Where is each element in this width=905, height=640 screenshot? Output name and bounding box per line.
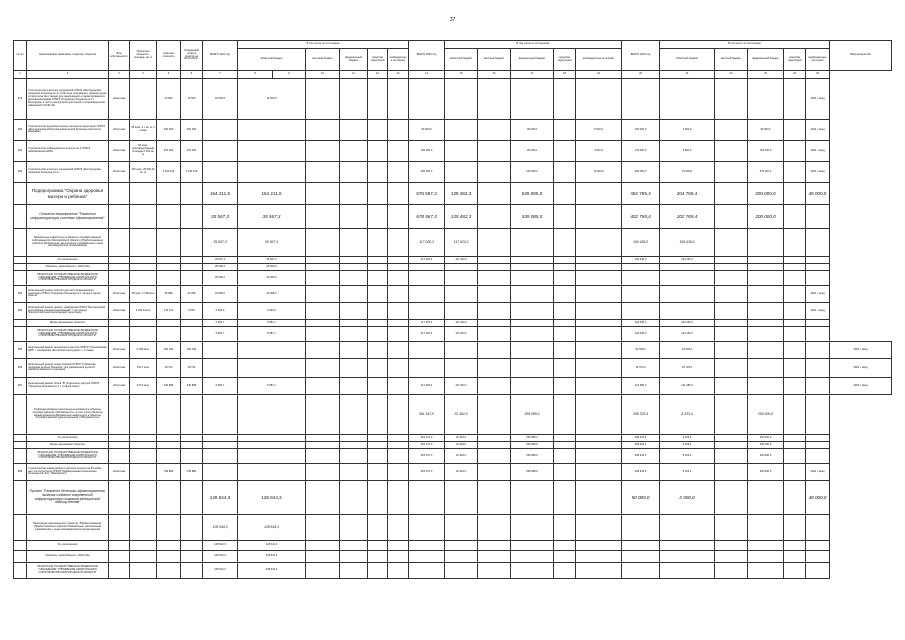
row-federal-2023 <box>748 79 784 120</box>
row-total-2023: 170 000,0 <box>622 141 660 162</box>
customer-row <box>14 563 892 579</box>
row-regional-2021: 15 000,0 <box>238 79 306 120</box>
incl-total-2023: 208 333,4 <box>622 435 660 442</box>
idx-4: 4 <box>130 71 157 79</box>
row-remaining: 300 000 <box>181 120 203 141</box>
row-total-2021: 15 000,0 <box>203 79 238 120</box>
col-name: Наименование заказчиков, отраслей, объектов <box>27 41 109 71</box>
row-ownership: областная <box>109 359 130 378</box>
h21-territory: средства территорий <box>368 49 388 71</box>
new-objects-regional-2022: 117 020,3 <box>445 320 478 327</box>
idx-6: 6 <box>181 71 203 79</box>
col-num: № п/п <box>14 41 27 71</box>
row-remaining: 3 014 449 <box>181 162 203 183</box>
row-num: 488 <box>14 464 27 481</box>
carryover-total-2021: 25 000,0 <box>203 264 238 271</box>
investment-table <box>13 40 892 579</box>
row-input-year: 2024 г. ввод <box>806 162 830 183</box>
row-total-2022: 561 547,0 <box>409 464 445 481</box>
row-estimate: 18 724 <box>157 359 181 378</box>
customer-federal-2023: 200 000,0 <box>748 449 784 464</box>
main-event-federal-2022: 539 085,0 <box>511 205 554 229</box>
row-total-2022 <box>409 79 445 120</box>
row-total-2023 <box>622 79 660 120</box>
row-offbudget-2022: 4 000,0 <box>576 141 622 162</box>
invest-regional-2022: 117 020,3 <box>445 229 478 257</box>
h21-regional: областной бюджет <box>238 49 306 71</box>
idx-7: 7 <box>203 71 238 79</box>
main-event-total-2023: 402 769,4 <box>622 205 660 229</box>
carryover-total-2021: 128 644,3 <box>203 551 238 563</box>
project-regional-2023: 2 000,0 <box>660 481 715 515</box>
row-remaining: 769 880 <box>181 464 203 481</box>
new-objects-total-2023: 208 333,4 <box>622 442 660 449</box>
row-regional-2023: 121 380,0 <box>660 378 715 395</box>
row-capacity: 6 789 кв.м. <box>130 342 157 359</box>
cofin-name: Софинансирование капитальных вложений в объекты государственной собственности, в том числе объекты здравоохранения (Бюджетные инвестиции в объекты государственной (муниципальной) собственности) <box>27 395 109 435</box>
row-federal-2023: 163 200,0 <box>748 141 784 162</box>
customer-row <box>14 271 892 286</box>
table-row <box>14 79 892 120</box>
h22-local: местный бюджет <box>478 49 511 71</box>
table-row <box>14 464 892 481</box>
idx-19: 19 <box>576 71 622 79</box>
cofin-total-2023: 208 333,4 <box>622 395 660 435</box>
incl-regional-2021: 35 567,3 <box>238 257 306 264</box>
h23-federal: федеральный бюджет <box>748 49 784 71</box>
row-federal-2023: 96 000,0 <box>748 120 784 141</box>
row-total-2022: 100 000,0 <box>409 141 445 162</box>
invest-row <box>14 229 892 257</box>
idx-2: 2 <box>27 71 109 79</box>
idx-5: 5 <box>157 71 181 79</box>
customer-total-2023: 194 436,0 <box>622 327 660 342</box>
row-capacity: 60 коек, производственная площадь 6 000 кв. м <box>130 141 157 162</box>
row-capacity: 351,1 кв.м <box>130 359 157 378</box>
cofin-row <box>14 395 892 435</box>
idx-3: 3 <box>109 71 130 79</box>
page-number: 37 <box>449 17 456 23</box>
row-ownership: областная <box>109 342 130 359</box>
invest-regional-2021: 35 567,3 <box>238 229 306 257</box>
row-regional-2023: 54 548,0 <box>660 342 715 359</box>
idx-15: 15 <box>445 71 478 79</box>
row-name: Строительство оздоровительного центра на территории ОГБУЗ «Белгородская областная клиническая больница Святителя Иоасафа» <box>27 120 109 141</box>
incl-label: За исключением <box>27 435 109 442</box>
row-federal-2022: 240 000,0 <box>511 162 554 183</box>
row-name: Строительство инфекционного корпуса № 2 ОГБУЗ «Шебекинская ЦРБ» <box>27 141 109 162</box>
customer-total-2022: 117 020,3 <box>409 327 445 342</box>
invest-regional-2023: 194 436,0 <box>660 229 715 257</box>
row-total-2022: 50 000,0 <box>409 120 445 141</box>
regional-row <box>14 515 892 541</box>
row-num: 484 <box>14 303 27 320</box>
row-input-year: 2021 г. ввод <box>806 286 830 303</box>
main-event-regional-2023: 202 769,4 <box>660 205 715 229</box>
incl-row <box>14 257 892 264</box>
customer-name: ОБЛАСТНОЕ ГОСУДАРСТВЕННОЕ БЮДЖЕТНОЕ УЧРЕЖДЕНИЕ "УПРАВЛЕНИЕ КАПИТАЛЬНОГО СТРОИТЕЛЬСТВА БЕЛГОРОДСКОЙ ОБЛАСТИ" <box>27 327 109 342</box>
h22-offbudget: внебюджетные источники <box>576 49 622 71</box>
row-name: Капитальный ремонт хирургический ОГБУЗ "Губкинская городская детская больница" под размещение детского реабилитационного отделения <box>27 359 109 378</box>
subprogram-row <box>14 183 892 205</box>
row-estimate: 240 886 <box>157 378 181 395</box>
row-regional-2023: 4 000,0 <box>660 120 715 141</box>
new-objects-total-2022: 117 020,3 <box>409 320 445 327</box>
regional-regional-2021: 128 644,3 <box>238 515 306 541</box>
new-objects-total-2022: 561 547,0 <box>409 442 445 449</box>
new-objects-federal-2023: 200 000,0 <box>748 442 784 449</box>
project-total-2021: 128 644,3 <box>203 481 238 515</box>
new-objects-row <box>14 442 892 449</box>
subprogram-federal-2022: 539 085,0 <box>511 183 554 205</box>
carryover-row <box>14 551 892 563</box>
customer-federal-2022: 539 085,0 <box>511 449 554 464</box>
regional-total-2021: 128 644,3 <box>203 515 238 541</box>
cofin-federal-2023: 200 000,0 <box>748 395 784 435</box>
incl-total-2021: 128 644,3 <box>203 541 238 551</box>
idx-21: 21 <box>660 71 715 79</box>
row-capacity <box>130 79 157 120</box>
incl-label: За исключением <box>27 541 109 551</box>
row-federal-2022 <box>511 79 554 120</box>
table-row <box>14 286 892 303</box>
cofin-total-2022: 561 547,0 <box>409 395 445 435</box>
project-total-2023: 50 000,0 <box>622 481 660 515</box>
idx-10: 10 <box>306 71 340 79</box>
col-total-2021: ВСЕГО 2021 год <box>203 41 238 71</box>
subprogram-offbudget-2023: 48 000,0 <box>806 183 830 205</box>
row-ownership: областная <box>109 162 130 183</box>
new-objects-regional-2023: 194 436,0 <box>660 320 715 327</box>
customer-regional-2023: 8 333,4 <box>660 449 715 464</box>
idx-17: 17 <box>511 71 554 79</box>
row-total-2022: 250 000,0 <box>409 162 445 183</box>
incl-label: За исключением <box>27 257 109 264</box>
customer-regional-2022: 22 462,0 <box>445 449 478 464</box>
invest-name: Бюджетные инвестиции в объекты государственной собственности Белгородской области (Предоставление субсидий бюджетным, автономным учреждениям и иным некоммерческим организациям) <box>27 229 109 257</box>
new-objects-regional-2021: 5 581,7 <box>238 320 306 327</box>
row-total-2021: 5 581,7 <box>203 378 238 395</box>
subprogram-total-2021: 164 211,6 <box>203 183 238 205</box>
idx-18: 18 <box>554 71 576 79</box>
idx-11: 11 <box>340 71 368 79</box>
row-num: 481 <box>14 141 27 162</box>
incl-federal-2022: 539 085,0 <box>511 435 554 442</box>
row-num: 482 <box>14 162 27 183</box>
row-ownership: областная <box>109 303 130 320</box>
col-estimate: Сметная стоимость <box>157 41 181 71</box>
row-name: Капитальный ремонт кровли, помещений ОГБУЗ "Белгородский дом ребёнка специализированный" с частичным благоустройством прилегающей территории <box>27 303 109 320</box>
row-regional-2023: 24 000,0 <box>660 162 715 183</box>
row-capacity: 3 290,9 кв.м <box>130 303 157 320</box>
row-estimate: 769 880 <box>157 464 181 481</box>
row-ownership: областная <box>109 286 130 303</box>
customer-total-2021: 25 000,0 <box>203 271 238 286</box>
idx-23: 23 <box>748 71 784 79</box>
incl-regional-2023: 8 333,4 <box>660 435 715 442</box>
customer-regional-2022: 117 020,3 <box>445 327 478 342</box>
row-regional-2023: 6 800,0 <box>660 141 715 162</box>
subprogram-federal-2023: 200 000,0 <box>748 183 784 205</box>
row-regional-2022 <box>445 79 478 120</box>
customer-name: ОБЛАСТНОЕ ГОСУДАРСТВЕННОЕ БЮДЖЕТНОЕ УЧРЕЖДЕНИЕ "УПРАВЛЕНИЕ КАПИТАЛЬНОГО СТРОИТЕЛЬСТВА БЕЛГОРОДСКОЙ ОБЛАСТИ" <box>27 449 109 464</box>
row-input-year: 2024 г. ввод <box>806 464 830 481</box>
row-total-2023: 208 333,4 <box>622 464 660 481</box>
incl-regional-2021: 128 644,3 <box>238 541 306 551</box>
carryover-regional-2021: 25 000,0 <box>238 264 306 271</box>
new-objects-total-2021: 5 581,7 <box>203 320 238 327</box>
row-input-year: 2023 г. ввод <box>830 378 892 395</box>
new-objects-name: Вновь начинаемые объекты <box>27 320 109 327</box>
table-row <box>14 378 892 395</box>
row-federal-2022: 539 085,0 <box>511 464 554 481</box>
row-num: 485 <box>14 342 27 359</box>
customer-total-2021: 5 581,7 <box>203 327 238 342</box>
row-name: Строительство очистных сооружений ОГБУЗ «Белгородская городская больница № 2» <box>27 162 109 183</box>
idx-22: 22 <box>715 71 748 79</box>
project-row <box>14 481 892 515</box>
row-regional-2021: 24 058,0 <box>238 286 306 303</box>
row-regional-2023: 18 724,0 <box>660 359 715 378</box>
new-objects-name: Вновь начинаемые объекты <box>27 442 109 449</box>
h23-local: местный бюджет <box>715 49 748 71</box>
new-objects-regional-2022: 22 462,0 <box>445 442 478 449</box>
row-name: Строительство инфекционного детского корпуса на 60 койко-мест на территории ОГБУЗ "Инфекционная клиническая больница им. Е.Н. Павловского" <box>27 464 109 481</box>
customer-name: ОБЛАСТНОЕ ГОСУДАРСТВЕННОЕ БЮДЖЕТНОЕ УЧРЕЖДЕНИЕ "УПРАВЛЕНИЕ КАПИТАЛЬНОГО СТРОИТЕЛЬСТВА БЕЛГОРОДСКОЙ ОБЛАСТИ" <box>27 563 109 579</box>
col-input-year: Ввод мощностей <box>830 41 892 71</box>
subprogram-total-2023: 452 769,4 <box>622 183 660 205</box>
h21-offbudget: внебюджетные источники <box>388 49 409 71</box>
row-offbudget-2022 <box>576 79 622 120</box>
invest-total-2021: 35 567,3 <box>203 229 238 257</box>
col-remaining: Ожидаемый остаток средств на 01.01.2021 г. <box>181 41 203 71</box>
row-name: Капитальный ремонт акушерского корпуса ОГБУЗ "Алексеевская ЦРБ" г. Алексеевка (без жилой конструкции – 2 этажа) <box>27 342 109 359</box>
new-objects-federal-2022: 539 085,0 <box>511 442 554 449</box>
new-objects-regional-2023: 8 333,4 <box>660 442 715 449</box>
idx-8: 8 <box>238 71 273 79</box>
row-remaining: 240 886 <box>181 378 203 395</box>
main-event-row <box>14 205 892 229</box>
incl-total-2021: 35 567,3 <box>203 257 238 264</box>
table-row <box>14 359 892 378</box>
idx-12: 12 <box>368 71 388 79</box>
row-offbudget-2022: 5 000,0 <box>576 120 622 141</box>
col-capacity: Проектная мощность, площадь, кв. м <box>130 41 157 71</box>
carryover-regional-2021: 128 644,3 <box>238 551 306 563</box>
row-regional-2023: 8 333,4 <box>660 464 715 481</box>
table-row <box>14 342 892 359</box>
subprogram-name: Подпрограмма "Охрана здоровья матери и ребенка" <box>27 183 109 205</box>
invest-total-2023: 194 436,0 <box>622 229 660 257</box>
row-input-year: 2024 г. ввод <box>806 79 830 120</box>
incl-federal-2023: 200 000,0 <box>748 435 784 442</box>
row-federal-2023: 576 000,0 <box>748 162 784 183</box>
incl-row <box>14 435 892 442</box>
h23-regional: областной бюджет <box>660 49 715 71</box>
cofin-federal-2022: 539 085,0 <box>511 395 554 435</box>
col-ownership: Вид собственности <box>109 41 130 71</box>
h22-regional: областной бюджет <box>445 49 478 71</box>
row-remaining: 24 058 <box>181 286 203 303</box>
row-capacity: 58 коек, 3 738 кв.м <box>130 286 157 303</box>
row-estimate: 170 113 <box>157 303 181 320</box>
row-input-year: 2024 г. ввод <box>830 342 892 359</box>
row-ownership: областная <box>109 79 130 120</box>
incl-regional-2022: 117 020,3 <box>445 257 478 264</box>
carryover-name: Объекты, переходящие с 2020 года <box>27 551 109 563</box>
row-federal-2023: 200 000,0 <box>748 464 784 481</box>
row-regional-2021: 5 520,0 <box>238 303 306 320</box>
row-name: Строительство очистных сооружений ОГБУЗ «Белгородская городская больница № 2» (очистные сооружения, реконструкция и строительство станции для надлежащего и гарантированного функционирования ОГБУЗ «Городская больница № 2 г. Белгорода» в части прекурсоров для борьбы с коронавирусной инфекцией COVID-19) <box>27 79 109 120</box>
row-regional-2022: 22 462,0 <box>445 464 478 481</box>
row-estimate: 3 014 449 <box>157 162 181 183</box>
main-event-regional-2021: 35 567,3 <box>238 205 306 229</box>
subprogram-total-2022: 678 567,3 <box>409 183 445 205</box>
idx-20: 20 <box>622 71 660 79</box>
row-total-2022: 117 020,3 <box>409 378 445 395</box>
row-total-2023: 54 548,0 <box>622 342 660 359</box>
invest-total-2022: 117 020,3 <box>409 229 445 257</box>
row-capacity <box>130 464 157 481</box>
customer-total-2023: 208 333,4 <box>622 449 660 464</box>
row-input-year: 2021 г. ввод <box>806 303 830 320</box>
row-estimate: 150 180 <box>157 342 181 359</box>
row-ownership: областная <box>109 464 130 481</box>
row-estimate: 270 000 <box>157 141 181 162</box>
customer-regional-2023: 194 436,0 <box>660 327 715 342</box>
regional-name: Реализация национального проекта "Здравоохранение" (Предоставление субсидий бюджетным, автономным учреждениям и иным некоммерческим организациям) <box>27 515 109 541</box>
row-input-year: 2024 г. ввод <box>806 120 830 141</box>
row-total-2023: 600 000,0 <box>622 162 660 183</box>
row-remaining: 270 000 <box>181 141 203 162</box>
row-federal-2022: 45 000,0 <box>511 120 554 141</box>
customer-row <box>14 449 892 464</box>
h23-offbudget: внебюджетные источники <box>806 49 830 71</box>
row-total-2021: 5 520,0 <box>203 303 238 320</box>
idx-25: 25 <box>806 71 830 79</box>
project-regional-2021: 128 644,3 <box>238 481 306 515</box>
col-sources-2022: В том числе по источникам: <box>445 41 622 49</box>
project-offbudget-2023: 48 000,0 <box>806 481 830 515</box>
row-num: 480 <box>14 120 27 141</box>
customer-row <box>14 327 892 342</box>
subprogram-regional-2023: 204 769,4 <box>660 183 715 205</box>
row-estimate: 48 988 <box>157 286 181 303</box>
customer-name: ОБЛАСТНОЕ ГОСУДАРСТВЕННОЕ БЮДЖЕТНОЕ УЧРЕЖДЕНИЕ "УПРАВЛЕНИЕ КАПИТАЛЬНОГО СТРОИТЕЛЬСТВА БЕЛГОРОДСКОЙ ОБЛАСТИ" <box>27 271 109 286</box>
customer-regional-2021: 5 581,7 <box>238 327 306 342</box>
row-input-year: 2023 г. ввод <box>830 359 892 378</box>
col-sources-2023: В том числе по источникам: <box>660 41 830 49</box>
customer-total-2021: 128 644,3 <box>203 563 238 579</box>
idx-13: 13 <box>388 71 409 79</box>
h22-territory: средства территорий <box>554 49 576 71</box>
main-event-total-2022: 678 567,3 <box>409 205 445 229</box>
table-row <box>14 120 892 141</box>
cofin-regional-2023: 8 333,4 <box>660 395 715 435</box>
row-num: 487 <box>14 378 27 395</box>
customer-regional-2021: 128 644,3 <box>238 563 306 579</box>
main-event-federal-2023: 200 000,0 <box>748 205 784 229</box>
incl-regional-2023: 194 436,0 <box>660 257 715 264</box>
subprogram-regional-2022: 139 482,3 <box>445 183 478 205</box>
row-estimate: 15 000 <box>157 79 181 120</box>
row-regional-2021: 5 581,7 <box>238 378 306 395</box>
new-objects-row <box>14 320 892 327</box>
row-capacity: 4 074 кв.м. <box>130 378 157 395</box>
row-offbudget-2022: 10 000,0 <box>576 162 622 183</box>
col-sources-2021: В том числе по источникам <box>238 41 409 49</box>
h22-federal: федеральный бюджет <box>511 49 554 71</box>
row-total-2023: 18 724,0 <box>622 359 660 378</box>
row-total-2021: 24 058,0 <box>203 286 238 303</box>
customer-regional-2021: 25 000,0 <box>238 271 306 286</box>
idx-16: 16 <box>478 71 511 79</box>
customer-total-2022: 561 547,0 <box>409 449 445 464</box>
table-row <box>14 162 892 183</box>
idx-14: 14 <box>409 71 445 79</box>
row-capacity: 407 коек, 29 609,23 кв. м <box>130 162 157 183</box>
row-regional-2022: 117 020,3 <box>445 378 478 395</box>
row-num: 479 <box>14 79 27 120</box>
h21-local: местный бюджет <box>306 49 340 71</box>
row-remaining: 15 000 <box>181 79 203 120</box>
row-ownership: областная <box>109 141 130 162</box>
col-total-2022: ВСЕГО 2022 год <box>409 41 445 71</box>
row-num: 486 <box>14 359 27 378</box>
idx-9: 9 <box>273 71 306 79</box>
col-total-2023: ВСЕГО 2023 год <box>622 41 660 71</box>
main-event-name: Основное мероприятие "Развитие инфраструктуры системы здравоохранения" <box>27 205 109 229</box>
row-estimate: 300 000 <box>157 120 181 141</box>
row-name: Капитальный ремонт блока "В" родильного корпуса ОГБУЗ "Городская больница № 1 г. Старый Оскол" <box>27 378 109 395</box>
row-capacity: 55 коек, 4 т. кв. м, 2 этажа <box>130 120 157 141</box>
row-remaining: 18 724 <box>181 359 203 378</box>
idx-1: 1 <box>14 71 27 79</box>
carryover-row <box>14 264 892 271</box>
project-name: Проект "Развитие детского здравоохранения, включая создание современной инфраструктуры оказания медицинской помощи детям" <box>27 481 109 515</box>
row-remaining: 150 180 <box>181 342 203 359</box>
row-remaining: 5 520 <box>181 303 203 320</box>
row-name: Капитальный ремонт корпуса детского инфекционного отделения ОГБУЗ "Городская больница № 1 города Старого Оскола" <box>27 286 109 303</box>
h23-territory: средства территорий <box>784 49 806 71</box>
row-input-year: 2024 г. ввод <box>806 141 830 162</box>
table-row <box>14 303 892 320</box>
carryover-name: Объекты, переходящие с 2020 года <box>27 264 109 271</box>
h21-federal: федеральный бюджет <box>340 49 368 71</box>
row-total-2023: 121 380,0 <box>622 378 660 395</box>
row-federal-2022: 96 000,0 <box>511 141 554 162</box>
row-total-2023: 100 000,0 <box>622 120 660 141</box>
idx-24: 24 <box>784 71 806 79</box>
row-regional-2023 <box>660 79 715 120</box>
table-row <box>14 141 892 162</box>
main-event-total-2021: 35 567,3 <box>203 205 238 229</box>
row-ownership: областная <box>109 378 130 395</box>
incl-total-2022: 561 547,0 <box>409 435 445 442</box>
incl-total-2022: 117 020,3 <box>409 257 445 264</box>
incl-regional-2022: 22 462,0 <box>445 435 478 442</box>
new-objects-total-2023: 194 436,0 <box>622 320 660 327</box>
cofin-regional-2022: 22 462,0 <box>445 395 478 435</box>
subprogram-regional-2021: 164 211,6 <box>238 183 306 205</box>
incl-row <box>14 541 892 551</box>
main-event-regional-2022: 139 482,3 <box>445 205 478 229</box>
row-ownership: областная <box>109 120 130 141</box>
row-num: 483 <box>14 286 27 303</box>
incl-total-2023: 194 436,0 <box>622 257 660 264</box>
